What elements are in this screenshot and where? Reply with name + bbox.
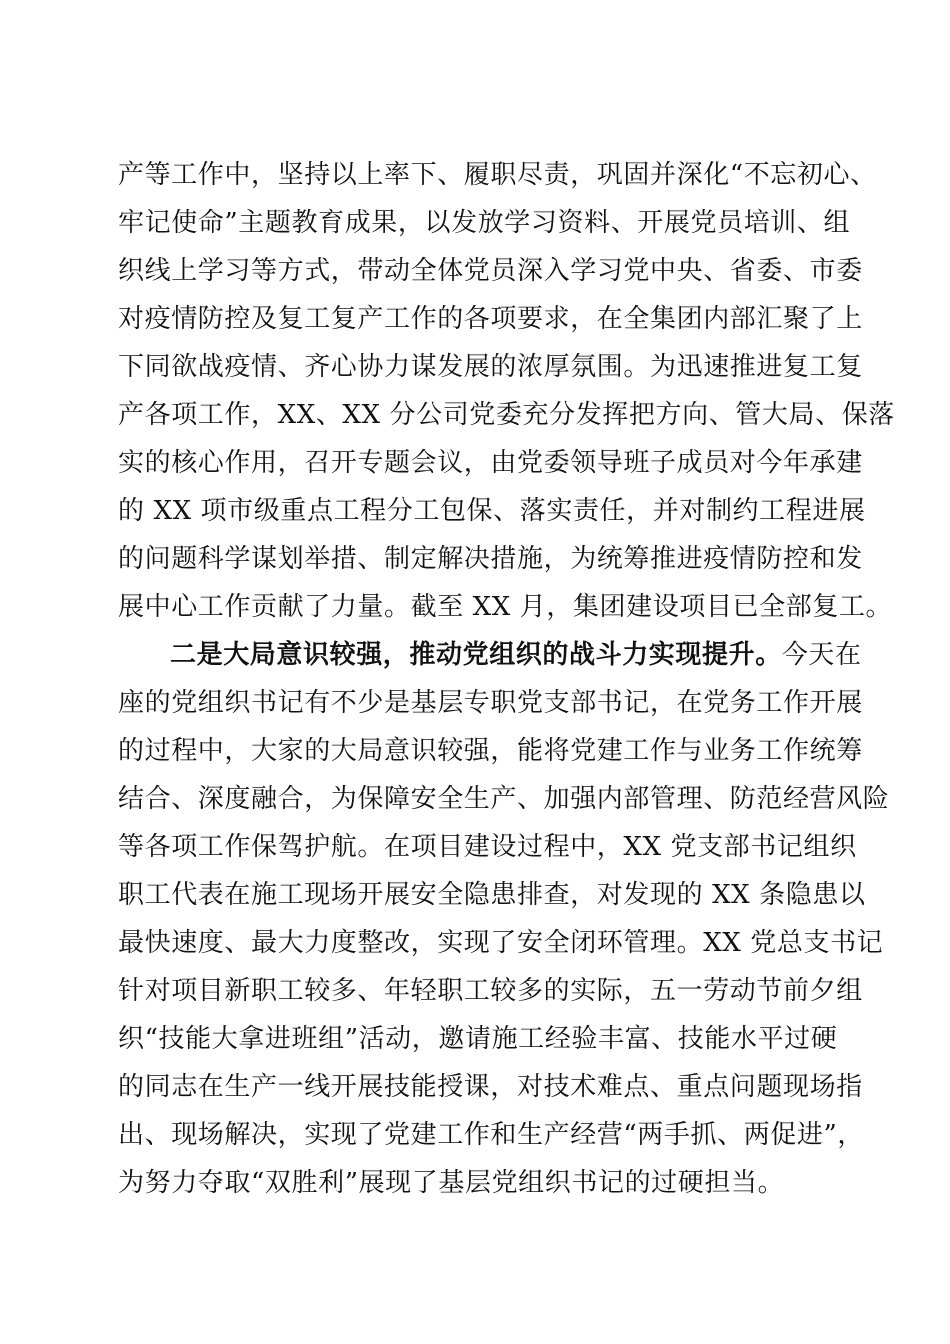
paragraph-2-line: 出、现场解决，实现了党建工作和生产经营“两手抓、两促进”， [118,1120,864,1150]
paragraph-1-line: 展中心工作贡献了力量。截至 XX 月，集团建设项目已全部复工。 [118,592,893,622]
paragraph-1-line: 产各项工作，XX、XX 分公司党委充分发挥把方向、管大局、保落 [118,400,895,430]
paragraph-2-line: 的过程中，大家的大局意识较强，能将党建工作与业务工作统筹 [118,736,863,766]
paragraph-1-line: 织线上学习等方式，带动全体党员深入学习党中央、省委、市委 [118,256,863,286]
paragraph-1-line: 下同欲战疫情、齐心协力谋发展的浓厚氛围。为迅速推进复工复 [118,352,863,382]
paragraph-2-line: 针对项目新职工较多、年轻职工较多的实际，五一劳动节前夕组 [118,976,863,1006]
paragraph-2-line: 织“技能大拿进班组”活动，邀请施工经验丰富、技能水平过硬 [118,1024,838,1054]
paragraph-1-line: 产等工作中，坚持以上率下、履职尽责，巩固并深化“不忘初心、 [118,160,877,190]
paragraph-2-line: 座的党组织书记有不少是基层专职党支部书记，在党务工作开展 [118,688,863,718]
paragraph-2-line: 最快速度、最大力度整改，实现了安全闭环管理。XX 党总支书记 [118,928,884,958]
paragraph-2-lead-text: 今天在 [781,640,862,670]
paragraph-2-line: 的同志在生产一线开展技能授课，对技术难点、重点问题现场指 [118,1072,863,1102]
paragraph-2-first-line [118,631,862,679]
paragraph-2-heading: 二是大局意识较强，推动党组织的战斗力实现提升。 [170,640,782,670]
paragraph-2 [118,631,890,1207]
paragraph-2-line: 结合、深度融合，为保障安全生产、加强内部管理、防范经营风险 [118,784,890,814]
paragraph-2-line: 等各项工作保驾护航。在项目建设过程中，XX 党支部书记组织 [118,832,857,862]
paragraph-2-line: 职工代表在施工现场开展安全隐患排查，对发现的 XX 条隐患以 [118,880,866,910]
paragraph-1-line: 对疫情防控及复工复产工作的各项要求，在全集团内部汇聚了上 [118,304,863,334]
paragraph-1-line: 的问题科学谋划举措、制定解决措施，为统筹推进疫情防控和发 [118,544,863,574]
paragraph-2-line: 为努力夺取“双胜利”展现了基层党组织书记的过硬担当。 [118,1168,785,1198]
paragraph-1-line: 实的核心作用，召开专题会议，由党委领导班子成员对今年承建 [118,448,863,478]
paragraph-1-line: 牢记使命”主题教育成果，以发放学习资料、开展党员培训、组 [118,208,851,238]
paragraph-1-line: 的 XX 项市级重点工程分工包保、落实责任，并对制约工程进展 [118,496,866,526]
paragraph-1 [118,151,895,631]
